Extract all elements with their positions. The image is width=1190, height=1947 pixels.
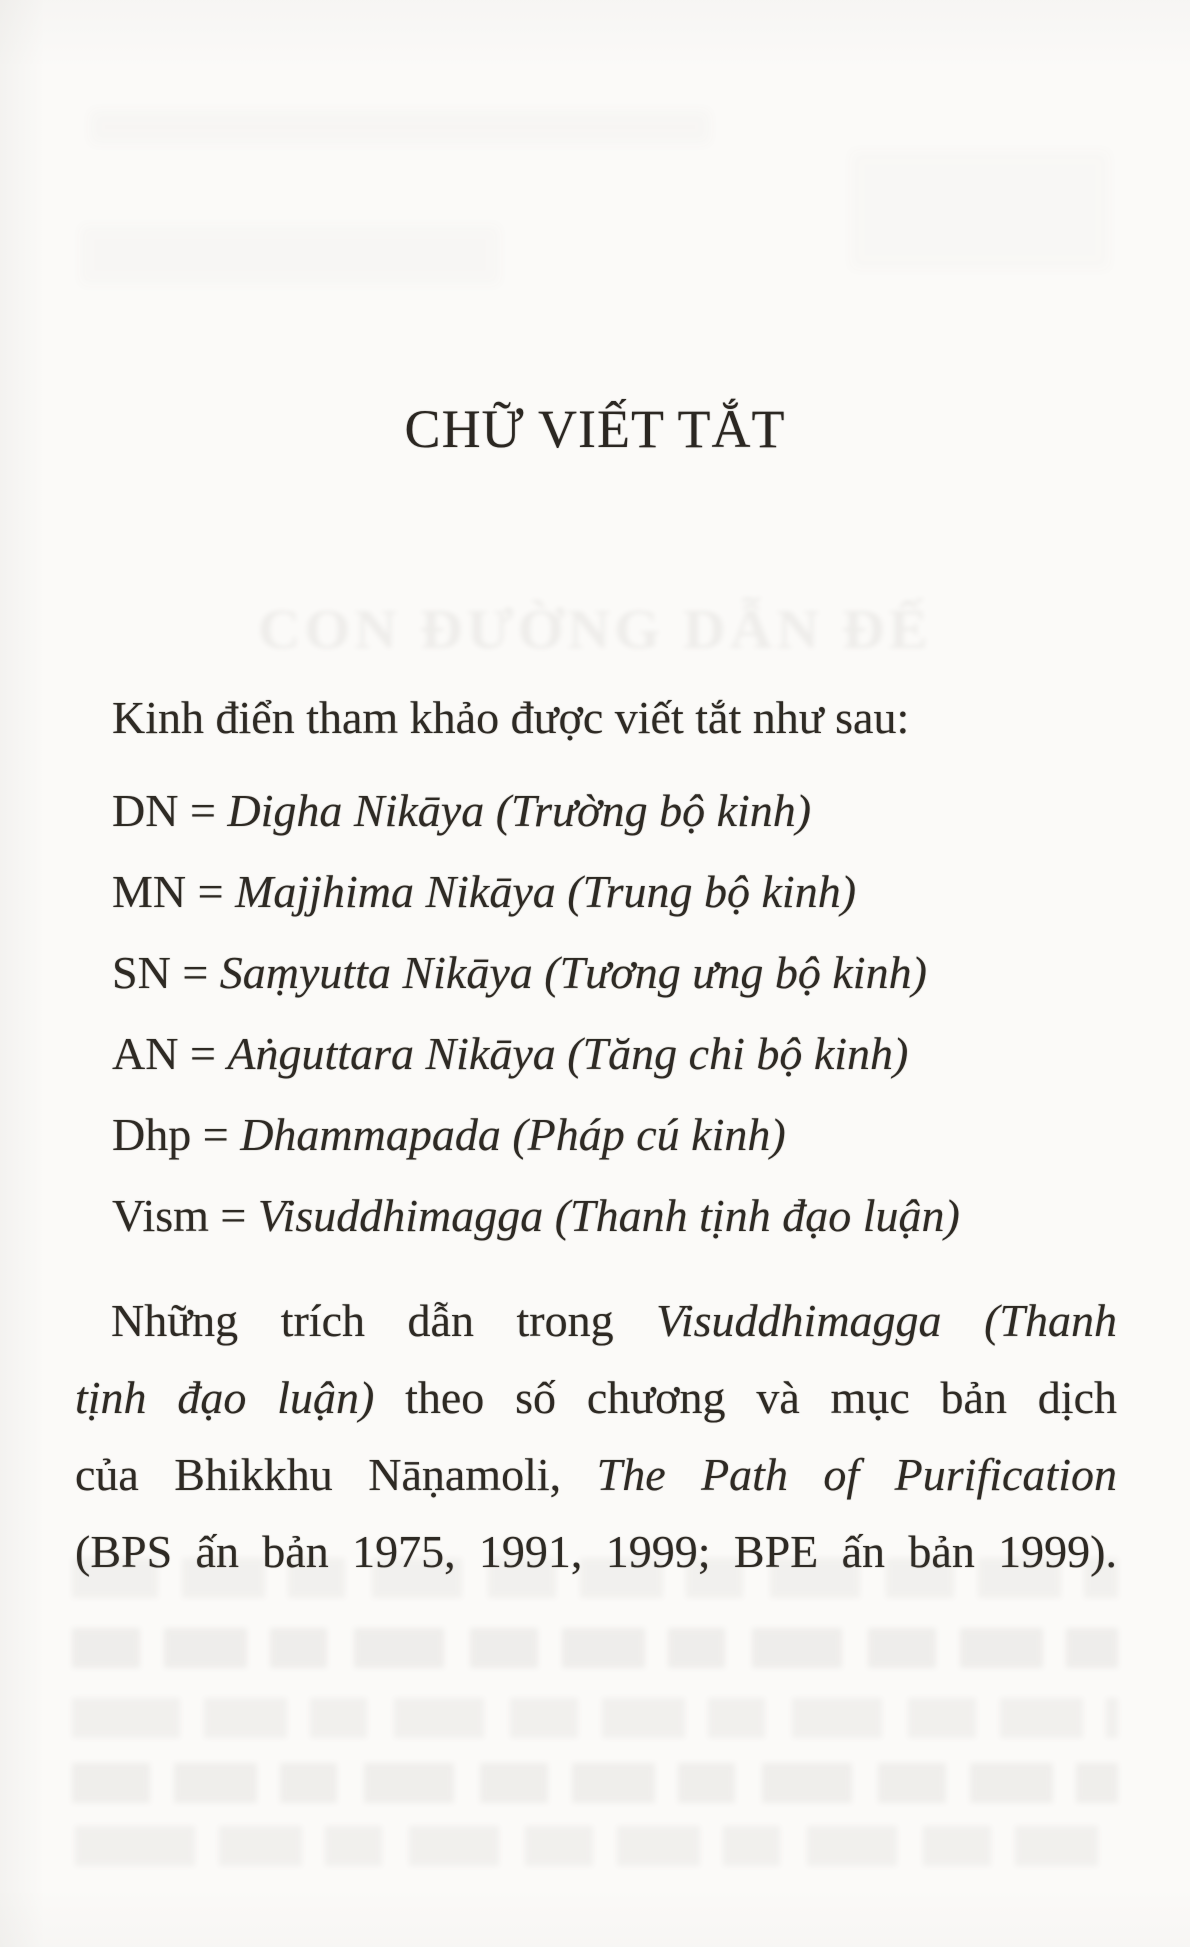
note-text: theo số chương và mục bản dịch bbox=[405, 1372, 1117, 1423]
abbr-code: DN bbox=[112, 785, 179, 836]
equals-sign: = bbox=[208, 1190, 258, 1241]
abbreviation-item bbox=[112, 1094, 1152, 1175]
abbreviation-item bbox=[112, 770, 1152, 851]
abbr-meaning: Saṃyutta Nikāya (Tương ưng bộ kinh) bbox=[219, 947, 927, 998]
equals-sign: = bbox=[191, 1109, 241, 1160]
abbreviation-item bbox=[112, 932, 1152, 1013]
equals-sign: = bbox=[178, 1028, 228, 1079]
abbr-code: SN bbox=[112, 947, 171, 998]
bleed-through-line bbox=[72, 1628, 1118, 1668]
bleed-through-smudge bbox=[850, 150, 1110, 270]
note-line bbox=[75, 1436, 1117, 1513]
bleed-through-line bbox=[72, 1698, 1118, 1738]
page-title: CHỮ VIẾT TẮT bbox=[404, 399, 786, 459]
abbreviation-list bbox=[112, 770, 1152, 1256]
equals-sign: = bbox=[186, 866, 236, 917]
note-text-italic: tịnh đạo luận) bbox=[75, 1372, 406, 1423]
bleed-through-line bbox=[72, 1558, 1118, 1598]
note-text: của Bhikkhu Nāṇamoli, bbox=[75, 1449, 597, 1500]
abbr-meaning: Digha Nikāya (Trường bộ kinh) bbox=[227, 785, 812, 836]
abbr-meaning: Visuddhimagga (Thanh tịnh đạo luận) bbox=[257, 1190, 960, 1241]
equals-sign: = bbox=[178, 785, 228, 836]
abbreviation-item bbox=[112, 1013, 1152, 1094]
abbr-code: Vism bbox=[112, 1190, 209, 1241]
intro-text: Kinh điển tham khảo được viết tắt như sau: bbox=[112, 692, 910, 743]
bleed-through-line bbox=[72, 1826, 1118, 1866]
abbreviation-item bbox=[112, 1175, 1152, 1256]
abbr-meaning: Dhammapada (Pháp cú kinh) bbox=[240, 1109, 786, 1160]
bleed-through-smudge bbox=[90, 110, 710, 144]
bleed-through-line bbox=[72, 1763, 1118, 1803]
equals-sign: = bbox=[170, 947, 220, 998]
abbr-code: MN bbox=[112, 866, 187, 917]
note-text: Những trích dẫn trong bbox=[111, 1295, 657, 1346]
note-text-italic: The Path of Purification bbox=[596, 1449, 1117, 1500]
note-line bbox=[75, 1282, 1117, 1359]
note-text-italic: Visuddhimagga (Thanh bbox=[656, 1295, 1117, 1346]
abbr-code: AN bbox=[112, 1028, 179, 1079]
note-paragraph bbox=[75, 1282, 1117, 1590]
abbr-code: Dhp bbox=[112, 1109, 192, 1160]
bleed-through-heading: CON ĐƯỜNG DẪN ĐẾ bbox=[257, 599, 933, 661]
abbr-meaning: Majjhima Nikāya (Trung bộ kinh) bbox=[235, 866, 857, 917]
note-line bbox=[75, 1359, 1117, 1436]
abbreviation-item bbox=[112, 851, 1152, 932]
bleed-through-smudge bbox=[80, 225, 500, 285]
note-text: (BPS ấn bản 1975, 1991, 1999; BPE ấn bản 1999). bbox=[75, 1526, 1117, 1577]
abbr-meaning: Aṅguttara Nikāya (Tăng chi bộ kinh) bbox=[227, 1028, 909, 1079]
